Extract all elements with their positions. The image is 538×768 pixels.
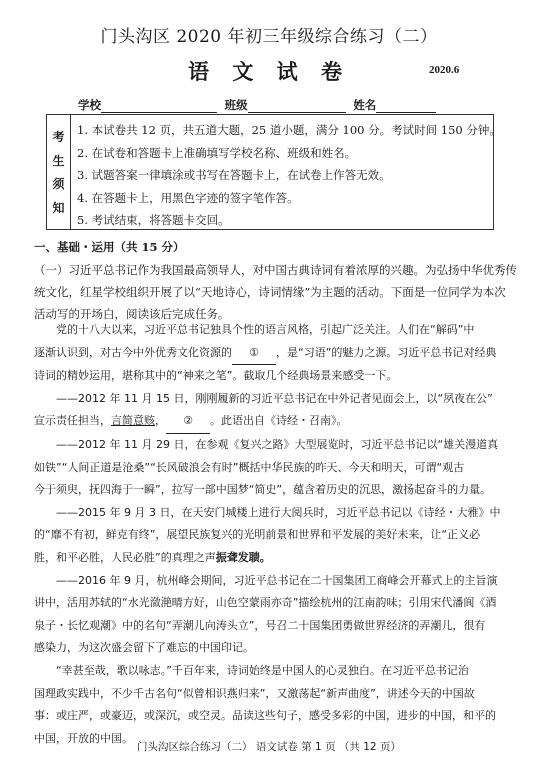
school-field[interactable] — [101, 100, 217, 113]
passage-line: 讲中，活用苏轼的“水光潋滟晴方好，山色空蒙雨亦奇”描绘杭州的江南韵味；引用宋代潘阆《酒 — [34, 596, 497, 610]
passage-line: 泉子・长忆观潮》中的名句“弄潮儿向涛头立”，号召二十国集团勇做世界经济的弄潮儿，很有 — [34, 618, 486, 632]
passage-text: 逐渐认识到，对古今中外优秀文化资源的 — [34, 345, 232, 359]
exam-date: 2020.6 — [429, 64, 460, 76]
passage-line: 感染力，为这次盛会留下了难忘的中国印记。 — [34, 641, 254, 655]
passage-line: “幸甚至哉，歌以咏志。”千百年来，诗词始终是中国人的心灵独白。在习近平总书记治 — [56, 663, 469, 677]
blank-1: ① — [232, 342, 276, 366]
notice-item: 4. 在答题卡上，用黑色字迹的签字笔作答。 — [77, 190, 299, 205]
passage-text: 。此语出自《诗经・召南》。 — [210, 414, 348, 428]
school-label: 学校 — [78, 98, 101, 112]
notice-char: 生 — [52, 153, 65, 168]
passage-text: ，是“习语”的魅力之源。习近平总书记对经典 — [276, 345, 497, 359]
passage-line — [34, 410, 506, 434]
subject-title: 语 文 试 卷 — [188, 59, 350, 84]
name-field[interactable] — [376, 100, 436, 113]
notice-side-label — [47, 115, 71, 229]
passage-line: 今于须臾，抚四海于一瞬”，拉写一部中国梦“简史”，蕴含着历史的沉思，激扬起奋斗的力量。 — [34, 483, 492, 497]
passage-line — [34, 342, 506, 366]
passage-line: ——2012 年 11 月 29 日，在参观《复兴之路》大型展览时，习近平总书记以“雄关漫道真 — [56, 437, 499, 451]
passage-line: 国理政实践中，不少千古名句“似曾相识燕归来”，又激荡起“新声曲度”，讲述今天的中国故 — [34, 686, 475, 700]
exam-notice-box — [46, 114, 501, 230]
notice-list — [77, 119, 501, 232]
page-footer: 门头沟区综合练习（二） 语文试卷 第 1 页 （共 12 页） — [137, 741, 401, 753]
name-label: 姓名 — [353, 98, 377, 112]
passage-line: 诗词的精妙运用，堪称其中的“神来之笔”。截取几个经典场景来感受一下。 — [34, 369, 398, 383]
passage-line: ——2015 年 9 月 3 日，在天安门城楼上进行大阅兵时，习近平总书记以《诗经・大雅》中 — [56, 505, 501, 519]
blank-2: ② — [166, 410, 210, 434]
section-heading: 一、基础・运用（共 15 分） — [34, 240, 185, 254]
passage-line: ——2016 年 9 月，杭州峰会期间，习近平总书记在二十国集团工商峰会开幕式上的主旨演 — [56, 573, 498, 587]
notice-char: 知 — [52, 200, 65, 215]
notice-item: 1. 本试卷共 12 页，共五道大题，25 道小题，满分 100 分。考试时间 150 分钟。 — [77, 123, 501, 137]
intro-line: 活动写的开场白，阅读该后完成任务。 — [34, 307, 230, 321]
passage-line: 事：或庄严，或豪迈，或深沉，或空灵。品读这些句子，感受多彩的中国，进步的中国，和平的 — [34, 709, 496, 723]
intro-line: 统文化，红星学校组织开展了以“天地诗心，诗词情缘”为主题的活动。下面是一位同学为本次 — [34, 285, 506, 299]
passage-text: 宣示责任担当， — [34, 414, 111, 428]
passage-line — [34, 547, 506, 570]
passage-line: 党的十八大以来，习近平总书记独具个性的语言风格，引起广泛关注。人们在“解码”中 — [56, 323, 475, 336]
passage-text: ， — [155, 414, 166, 428]
notice-item: 2. 在试卷和答题卡上准确填写学校名称、班级和姓名。 — [77, 145, 357, 160]
passage-line: 中国，开放的中国。 — [34, 731, 133, 745]
notice-char: 考 — [52, 130, 65, 145]
passage — [34, 319, 506, 750]
student-info-row — [78, 97, 436, 113]
underlined-phrase: 言简意赅 — [111, 414, 155, 428]
intro-line: （一）习近平总书记作为我国最高领导人，对中国古典诗词有着浓厚的兴趣。为弘扬中华优秀传 — [34, 263, 517, 277]
notice-char: 须 — [52, 177, 65, 192]
class-field[interactable] — [248, 100, 346, 113]
passage-line: 的“靡不有初，鲜克有终”，展望民族复兴的光明前景和世界和平发展的美好未来，让“正义必 — [34, 528, 481, 542]
passage-line: ——2012 年 11 月 15 日，刚刚履新的习近平总书记在中外记者见面会上，以“夙夜在公” — [56, 391, 493, 405]
notice-item: 3. 试题答案一律填涂或书写在答题卡上，在试卷上作答无效。 — [77, 168, 391, 183]
notice-item: 5. 考试结束，将答题卡交回。 — [77, 213, 230, 228]
passage-line: 如铁”“人间正道是沧桑”“长风破浪会有时”概括中华民族的昨天、今天和明天，可谓“观古 — [34, 460, 465, 474]
exam-title: 门头沟区 2020 年初三年级综合练习（二） — [100, 27, 438, 47]
bold-phrase: 振聋发聩。 — [215, 550, 271, 564]
passage-text: 胜，和平必胜，人民必胜”的真理之声 — [34, 550, 216, 564]
intro-paragraph — [34, 259, 517, 325]
class-label: 班级 — [224, 98, 248, 112]
